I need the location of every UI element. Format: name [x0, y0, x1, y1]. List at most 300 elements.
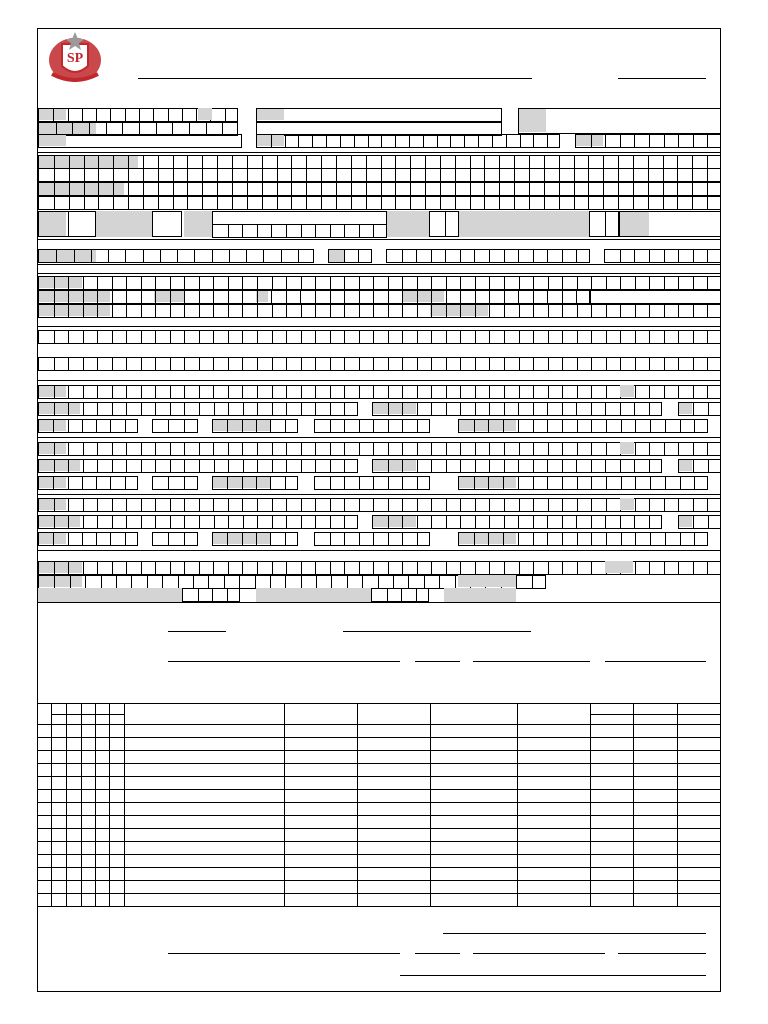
cell-divider — [664, 331, 665, 343]
rule — [37, 326, 721, 327]
cell-divider — [68, 291, 69, 303]
char-cells[interactable] — [38, 459, 358, 473]
char-cells[interactable] — [38, 498, 721, 512]
cell-divider — [315, 516, 316, 528]
cell-divider — [533, 291, 534, 303]
field-label — [620, 498, 634, 510]
bottom-line-2 — [168, 953, 400, 954]
table-column-rule — [677, 704, 678, 906]
cell-divider — [388, 533, 389, 545]
cell-divider — [141, 277, 142, 289]
cell-divider — [330, 443, 331, 455]
char-cells[interactable] — [314, 532, 430, 546]
cell-divider — [504, 305, 505, 317]
cell-divider — [68, 358, 69, 370]
name-field[interactable] — [256, 108, 502, 122]
cell-divider — [402, 331, 403, 343]
cell-divider — [141, 499, 142, 511]
cell-divider — [112, 499, 113, 511]
cell-divider — [68, 277, 69, 289]
cell-divider — [489, 443, 490, 455]
char-cells[interactable] — [38, 155, 721, 169]
char-cells[interactable] — [604, 249, 721, 263]
cell-divider — [125, 420, 126, 432]
text-field[interactable] — [518, 108, 721, 134]
char-cells[interactable] — [372, 402, 662, 416]
cell-divider — [184, 403, 185, 415]
cell-divider — [648, 169, 649, 181]
cell-divider — [359, 443, 360, 455]
cell-divider — [425, 156, 426, 168]
cell-divider — [168, 533, 169, 545]
cell-divider — [184, 331, 185, 343]
cell-divider — [664, 386, 665, 398]
cell-divider — [83, 499, 84, 511]
cell-divider — [126, 358, 127, 370]
char-cells[interactable] — [458, 532, 708, 546]
cell-divider — [591, 443, 592, 455]
seal-initials: SP — [66, 51, 84, 66]
cell-divider — [141, 291, 142, 303]
table-column-rule — [95, 704, 96, 906]
cell-divider — [470, 169, 471, 181]
cell-divider — [664, 562, 665, 574]
cell-divider — [315, 331, 316, 343]
signature-line-3 — [473, 661, 590, 662]
cell-divider — [514, 156, 515, 168]
field-label — [256, 588, 371, 602]
char-cells[interactable] — [314, 419, 430, 433]
cells[interactable] — [589, 211, 619, 237]
char-cells[interactable] — [212, 532, 298, 546]
cell-divider — [381, 169, 382, 181]
cell-divider — [663, 183, 664, 195]
cell-divider — [359, 225, 360, 237]
cell-divider — [141, 516, 142, 528]
cell-divider — [351, 156, 352, 168]
cell-divider — [97, 277, 98, 289]
cell-divider — [475, 277, 476, 289]
cell-divider — [170, 291, 171, 303]
char-cells[interactable] — [386, 249, 590, 263]
char-cells[interactable] — [678, 459, 721, 473]
cell-divider — [440, 156, 441, 168]
char-cells[interactable] — [38, 290, 590, 304]
cell-divider — [381, 156, 382, 168]
cell-divider — [489, 305, 490, 317]
cell-divider — [504, 386, 505, 398]
cell-divider — [381, 183, 382, 195]
cell-divider — [663, 197, 664, 209]
cell-divider — [301, 305, 302, 317]
cell-divider — [504, 499, 505, 511]
cell-divider — [54, 358, 55, 370]
cell-divider — [285, 576, 286, 588]
cell-divider — [677, 197, 678, 209]
cell-divider — [649, 358, 650, 370]
cell-divider — [155, 277, 156, 289]
cell-divider — [634, 460, 635, 472]
cell-divider — [503, 477, 504, 489]
table-column-rule — [66, 704, 67, 906]
cell-divider — [591, 516, 592, 528]
cell-divider — [113, 183, 114, 195]
cell-divider — [402, 386, 403, 398]
cell-divider — [141, 386, 142, 398]
cell-divider — [84, 197, 85, 209]
cell-divider — [112, 516, 113, 528]
cell-divider — [707, 499, 708, 511]
char-cells[interactable] — [38, 330, 721, 344]
cell-divider — [533, 358, 534, 370]
char-cells[interactable] — [371, 588, 429, 602]
cell-divider — [388, 305, 389, 317]
char-cells[interactable] — [212, 211, 387, 225]
cell-divider — [693, 443, 694, 455]
cell-divider — [262, 197, 263, 209]
cell-divider — [68, 533, 69, 545]
cells[interactable] — [38, 211, 96, 237]
cell-divider — [562, 477, 563, 489]
cell-divider — [693, 460, 694, 472]
cell-divider — [402, 477, 403, 489]
cell-divider — [475, 460, 476, 472]
cell-divider — [277, 169, 278, 181]
cell-divider — [519, 331, 520, 343]
cell-divider — [272, 331, 273, 343]
cell-divider — [504, 277, 505, 289]
cell-divider — [326, 135, 327, 147]
char-cells[interactable] — [38, 182, 721, 196]
cell-divider — [126, 277, 127, 289]
cell-divider — [53, 109, 54, 121]
cell-divider — [257, 305, 258, 317]
cell-divider — [187, 156, 188, 168]
cell-divider — [373, 386, 374, 398]
cell-divider — [635, 499, 636, 511]
char-cells[interactable] — [38, 419, 138, 433]
cell-divider — [707, 277, 708, 289]
table-header-rule — [51, 714, 124, 715]
cell-divider — [519, 562, 520, 574]
cell-divider — [529, 169, 530, 181]
cell-divider — [54, 443, 55, 455]
cell-divider — [330, 386, 331, 398]
cell-divider — [408, 576, 409, 588]
cell-divider — [591, 460, 592, 472]
cell-divider — [262, 183, 263, 195]
cell-divider — [112, 460, 113, 472]
cell-divider — [199, 291, 200, 303]
cell-divider — [606, 443, 607, 455]
cell-divider — [98, 169, 99, 181]
cell-divider — [664, 358, 665, 370]
cell-divider — [431, 460, 432, 472]
char-cells[interactable] — [152, 419, 198, 433]
cell-divider — [54, 576, 55, 588]
char-cells[interactable] — [38, 134, 242, 148]
cell-divider — [446, 277, 447, 289]
cell-divider — [126, 443, 127, 455]
char-cells[interactable] — [38, 304, 721, 318]
cell-divider — [184, 443, 185, 455]
cell-divider — [298, 135, 299, 147]
cell-divider — [315, 305, 316, 317]
cell-divider — [126, 499, 127, 511]
char-cells[interactable] — [38, 442, 721, 456]
char-cells[interactable] — [38, 532, 138, 546]
cell-divider — [217, 156, 218, 168]
cell-divider — [417, 562, 418, 574]
cell-divider — [243, 403, 244, 415]
cell-divider — [437, 135, 438, 147]
cell-divider — [330, 305, 331, 317]
cell-divider — [503, 533, 504, 545]
char-cells[interactable] — [38, 168, 721, 182]
cell-divider — [214, 403, 215, 415]
cell-divider — [388, 358, 389, 370]
cell-divider — [281, 250, 282, 262]
char-cells[interactable] — [575, 134, 721, 148]
cell-divider — [606, 305, 607, 317]
cell-divider — [228, 499, 229, 511]
cell-divider — [417, 331, 418, 343]
cell-divider — [330, 420, 331, 432]
char-cells[interactable] — [372, 459, 662, 473]
cell-divider — [213, 562, 214, 574]
cell-divider — [402, 499, 403, 511]
cell-divider — [344, 250, 345, 262]
cell-divider — [650, 533, 651, 545]
cell-divider — [664, 250, 665, 262]
cell-divider — [242, 477, 243, 489]
cell-divider — [262, 169, 263, 181]
char-cells[interactable] — [678, 515, 721, 529]
cell-divider — [184, 386, 185, 398]
cell-divider — [242, 562, 243, 574]
char-cells[interactable] — [152, 532, 198, 546]
cell-divider — [330, 277, 331, 289]
cell-divider — [393, 576, 394, 588]
bottom-line-1 — [443, 933, 706, 934]
char-cells[interactable] — [38, 249, 314, 263]
cell-divider — [199, 305, 200, 317]
char-cells[interactable] — [38, 276, 721, 290]
bottom-line-3 — [415, 953, 460, 954]
char-cells[interactable] — [182, 588, 240, 602]
char-cells[interactable] — [38, 515, 358, 529]
cell-divider — [306, 197, 307, 209]
cell-divider — [141, 562, 142, 574]
cell-divider — [286, 331, 287, 343]
cell-divider — [155, 358, 156, 370]
cell-divider — [707, 135, 708, 147]
cell-divider — [533, 516, 534, 528]
cell-divider — [388, 516, 389, 528]
cell-divider — [184, 291, 185, 303]
cell-divider — [286, 291, 287, 303]
char-cells[interactable] — [152, 476, 198, 490]
cell-divider — [518, 460, 519, 472]
cell-divider — [547, 477, 548, 489]
cell-divider — [256, 533, 257, 545]
cell-divider — [301, 358, 302, 370]
char-cells[interactable] — [212, 419, 298, 433]
cells[interactable] — [619, 211, 721, 237]
cell-divider — [373, 331, 374, 343]
char-cells[interactable] — [256, 134, 560, 148]
cell-divider — [576, 460, 577, 472]
cell-divider — [649, 305, 650, 317]
cells[interactable] — [152, 211, 182, 237]
cell-divider — [286, 277, 287, 289]
cell-divider — [184, 499, 185, 511]
cell-divider — [533, 277, 534, 289]
cell-divider — [664, 499, 665, 511]
cell-divider — [286, 516, 287, 528]
cell-divider — [315, 291, 316, 303]
cell-divider — [54, 403, 55, 415]
cell-divider — [330, 331, 331, 343]
cell-divider — [232, 156, 233, 168]
cell-divider — [489, 277, 490, 289]
char-cells[interactable] — [38, 357, 721, 371]
cell-divider — [96, 420, 97, 432]
cell-divider — [588, 183, 589, 195]
cell-divider — [504, 403, 505, 415]
char-cells[interactable] — [458, 419, 708, 433]
cell-divider — [431, 443, 432, 455]
cell-divider — [475, 331, 476, 343]
char-cells[interactable] — [38, 476, 138, 490]
cells[interactable] — [429, 211, 459, 237]
cell-divider — [141, 443, 142, 455]
cell-divider — [431, 516, 432, 528]
cell-divider — [431, 250, 432, 262]
cell-divider — [184, 516, 185, 528]
cell-divider — [634, 403, 635, 415]
char-cells[interactable] — [590, 290, 721, 304]
char-cells[interactable] — [38, 385, 721, 399]
cell-divider — [547, 533, 548, 545]
cell-divider — [257, 516, 258, 528]
cell-divider — [533, 499, 534, 511]
cell-divider — [247, 169, 248, 181]
cell-divider — [126, 460, 127, 472]
cell-divider — [315, 225, 316, 237]
cell-divider — [562, 562, 563, 574]
cell-divider — [649, 443, 650, 455]
cell-divider — [301, 460, 302, 472]
cell-divider — [68, 386, 69, 398]
char-cells[interactable] — [212, 476, 298, 490]
char-cells[interactable] — [38, 196, 721, 210]
cell-divider — [141, 358, 142, 370]
cell-divider — [344, 403, 345, 415]
cell-divider — [577, 277, 578, 289]
cell-divider — [417, 403, 418, 415]
cell-divider — [634, 250, 635, 262]
cell-divider — [492, 135, 493, 147]
table-row — [37, 841, 721, 842]
cell-divider — [199, 277, 200, 289]
cell-divider — [257, 403, 258, 415]
cell-divider — [98, 197, 99, 209]
cell-divider — [562, 499, 563, 511]
cell-divider — [263, 250, 264, 262]
cell-divider — [116, 576, 117, 588]
cell-divider — [694, 420, 695, 432]
table-row — [37, 737, 721, 738]
cell-divider — [548, 358, 549, 370]
char-cells[interactable] — [678, 402, 721, 416]
cell-divider — [301, 576, 302, 588]
table-row — [37, 828, 721, 829]
cell-divider — [184, 562, 185, 574]
cell-divider — [213, 499, 214, 511]
cell-divider — [69, 197, 70, 209]
cell-divider — [54, 499, 55, 511]
cell-divider — [606, 477, 607, 489]
rule — [37, 437, 721, 438]
cell-divider — [158, 156, 159, 168]
cell-divider — [97, 443, 98, 455]
cell-divider — [96, 533, 97, 545]
cell-divider — [91, 250, 92, 262]
cell-divider — [576, 403, 577, 415]
cell-divider — [693, 403, 694, 415]
cell-divider — [460, 386, 461, 398]
cell-divider — [618, 156, 619, 168]
cell-divider — [621, 533, 622, 545]
cell-divider — [402, 403, 403, 415]
table-column-rule — [633, 704, 634, 906]
cell-divider — [330, 516, 331, 528]
cell-divider — [213, 386, 214, 398]
char-cells[interactable] — [38, 402, 358, 416]
cell-divider — [395, 156, 396, 168]
char-cells[interactable] — [314, 476, 430, 490]
char-cells[interactable] — [458, 476, 708, 490]
cell-divider — [131, 576, 132, 588]
char-cells[interactable] — [372, 515, 662, 529]
cell-divider — [344, 358, 345, 370]
cell-divider — [213, 305, 214, 317]
table-row — [37, 880, 721, 881]
cell-divider — [707, 358, 708, 370]
cell-divider — [425, 183, 426, 195]
cell-divider — [84, 156, 85, 168]
field-label — [387, 211, 429, 237]
cell-divider — [68, 403, 69, 415]
cell-divider — [228, 460, 229, 472]
cell-divider — [504, 331, 505, 343]
cell-divider — [499, 183, 500, 195]
cell-divider — [97, 460, 98, 472]
cell-divider — [562, 386, 563, 398]
rule — [37, 273, 721, 274]
cell-divider — [217, 197, 218, 209]
rule — [37, 239, 721, 240]
cell-divider — [82, 533, 83, 545]
char-cells[interactable] — [212, 224, 387, 238]
cell-divider — [315, 562, 316, 574]
cell-divider — [139, 109, 140, 121]
cell-divider — [388, 562, 389, 574]
cell-divider — [548, 277, 549, 289]
cell-divider — [301, 277, 302, 289]
char-cells[interactable] — [328, 249, 372, 263]
